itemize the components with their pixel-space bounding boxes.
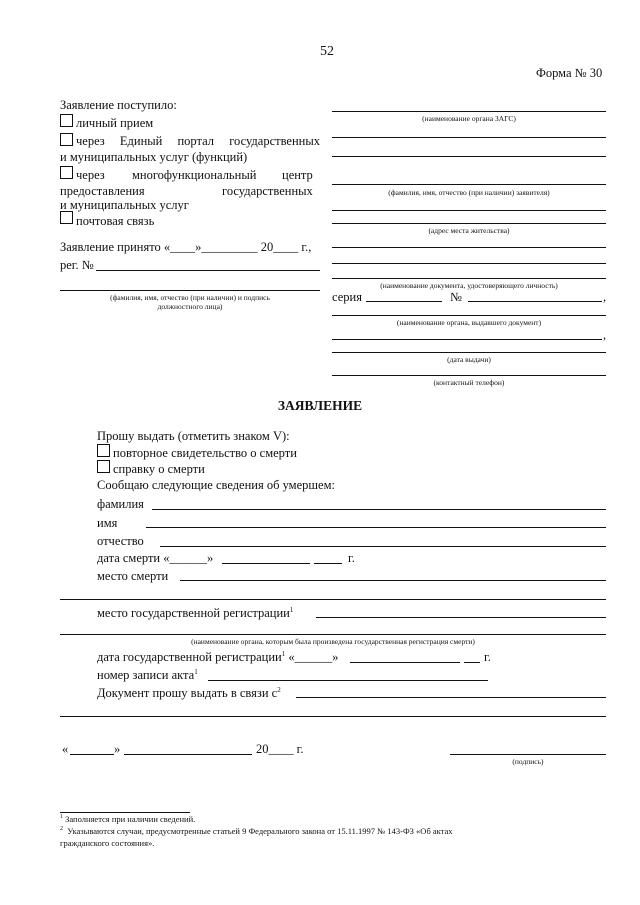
option-post: почтовая связь xyxy=(76,214,155,228)
option-mfc-3: и муниципальных услуг xyxy=(60,198,189,212)
page-title: ЗАЯВЛЕНИЕ xyxy=(277,398,363,413)
option-mfc-2b: государственных xyxy=(222,184,313,198)
death-place-label: место смерти xyxy=(97,569,169,583)
id-doc-caption: (наименование документа, удостоверяющего личность) xyxy=(380,281,558,290)
reg-place-caption: (наименование органа, которым была произведена государственная регистрация смерти) xyxy=(191,637,475,646)
form-number: Форма № 30 xyxy=(536,66,603,80)
checkbox-portal[interactable] xyxy=(60,133,73,146)
series-field[interactable] xyxy=(366,301,442,302)
applicant-caption: (фамилия, имя, отчество (при наличии) заявителя) xyxy=(388,188,550,197)
received-title: Заявление поступило: xyxy=(60,98,177,112)
checkbox-death-certificate[interactable] xyxy=(97,460,110,473)
number-label: № xyxy=(450,290,462,304)
reg-month-field[interactable] xyxy=(350,662,460,663)
signature-field[interactable] xyxy=(450,754,606,755)
death-place-field-2[interactable] xyxy=(60,599,606,600)
issuer-field-1[interactable] xyxy=(332,315,606,316)
official-caption-2: должностного лица) xyxy=(157,302,223,311)
issuer-caption: (наименование органа, выдавшего документ) xyxy=(396,318,542,327)
footnote-2: $^2$ Указываются случаи, предусмотренные статьей 9 Федерального закона от 15.11.1997 № 143-ФЗ «Об актах xyxy=(60,826,453,836)
address-caption: (адрес места жительства) xyxy=(428,226,510,235)
zags-caption: (наименование органа ЗАГС) xyxy=(422,114,516,123)
comma-2: , xyxy=(603,328,607,342)
option-mfc-1c: центр xyxy=(282,168,313,182)
address-field-2[interactable] xyxy=(332,223,606,224)
option-mfc-1a: через xyxy=(76,168,105,182)
reg-date-label: дата государственной регистрации$^1$ «______» xyxy=(97,650,339,665)
reg-year-field[interactable] xyxy=(464,662,480,663)
request-label: Прошу выдать (отметить знаком V): xyxy=(97,429,290,443)
option-death-certificate: справку о смерти xyxy=(113,462,205,476)
footnote-2-cont: гражданского состояния». xyxy=(60,838,155,848)
checkbox-mfc[interactable] xyxy=(60,166,73,179)
surname-field[interactable] xyxy=(152,509,606,510)
reg-year-suffix: г. xyxy=(484,650,491,664)
info-intro: Сообщаю следующие сведения об умершем: xyxy=(97,478,335,492)
reg-number-field[interactable] xyxy=(96,270,320,271)
comma: , xyxy=(603,290,607,304)
death-date-label: дата смерти «______» xyxy=(97,551,214,565)
sign-day-field[interactable] xyxy=(70,754,114,755)
accepted-line: Заявление принято «____»_________ 20____ г., xyxy=(60,240,312,254)
address-field-1[interactable] xyxy=(332,210,606,211)
doc-reason-field-2[interactable] xyxy=(60,716,606,717)
sign-date-open: « xyxy=(62,742,69,756)
reg-place-field-2[interactable] xyxy=(60,634,606,635)
option-mfc-1b: многофункциональный xyxy=(132,168,257,182)
signature-caption: (подпись) xyxy=(512,757,544,766)
sign-year: 20____ г. xyxy=(256,742,304,756)
official-caption-1: (фамилия, имя, отчество (при наличии) и подпись xyxy=(110,293,270,302)
name-field[interactable] xyxy=(146,527,606,528)
surname-label: фамилия xyxy=(97,497,144,511)
option-portal-2: и муниципальных услуг (функций) xyxy=(60,150,248,164)
phone-field[interactable] xyxy=(332,375,606,376)
issue-date-caption: (дата выдачи) xyxy=(447,355,491,364)
id-doc-field-1[interactable] xyxy=(332,263,606,264)
reg-label: рег. № xyxy=(60,258,94,272)
doc-reason-field[interactable] xyxy=(296,697,606,698)
issue-date-field[interactable] xyxy=(332,352,606,353)
death-year-suffix: г. xyxy=(348,551,355,565)
footnote-divider xyxy=(60,812,190,813)
issuer-field-2[interactable] xyxy=(332,339,602,340)
doc-reason-label: Документ прошу выдать в связи $с^2$ xyxy=(97,686,281,701)
act-number-label: номер записи акта$^1$ xyxy=(97,668,198,683)
option-repeat-certificate: повторное свидетельство о смерти xyxy=(113,446,297,460)
id-doc-field-2[interactable] xyxy=(332,278,606,279)
sign-date-mid: » xyxy=(114,742,121,756)
official-signature-field[interactable] xyxy=(60,290,320,291)
zags-field[interactable] xyxy=(332,111,606,112)
death-month-field[interactable] xyxy=(222,563,310,564)
act-number-field[interactable] xyxy=(208,680,488,681)
death-place-field[interactable] xyxy=(180,580,606,581)
option-mfc-2a: предоставления xyxy=(60,184,145,198)
zags-field-2[interactable] xyxy=(332,137,606,138)
series-label: серия xyxy=(332,290,362,304)
name-label: имя xyxy=(97,516,118,530)
checkbox-repeat-certificate[interactable] xyxy=(97,444,110,457)
footnote-1: $^1$ Заполняется при наличии сведений. xyxy=(60,814,196,824)
reg-place-label: место государственной регистрации$^1$ xyxy=(97,606,294,621)
option-in-person: личный прием xyxy=(76,116,154,130)
page-number: 52 xyxy=(320,44,334,59)
patronymic-field[interactable] xyxy=(160,546,606,547)
address-field-3[interactable] xyxy=(332,247,606,248)
applicant-field-2[interactable] xyxy=(332,184,606,185)
reg-place-field[interactable] xyxy=(316,617,606,618)
number-field[interactable] xyxy=(468,301,602,302)
checkbox-in-person[interactable] xyxy=(60,114,73,127)
phone-caption: (контактный телефон) xyxy=(433,378,505,387)
death-year-field[interactable] xyxy=(314,563,342,564)
sign-month-field[interactable] xyxy=(124,754,252,755)
patronymic-label: отчество xyxy=(97,534,144,548)
option-portal-1: через Единый портал государственных xyxy=(76,134,320,148)
checkbox-post[interactable] xyxy=(60,211,73,224)
applicant-field-1[interactable] xyxy=(332,156,606,157)
